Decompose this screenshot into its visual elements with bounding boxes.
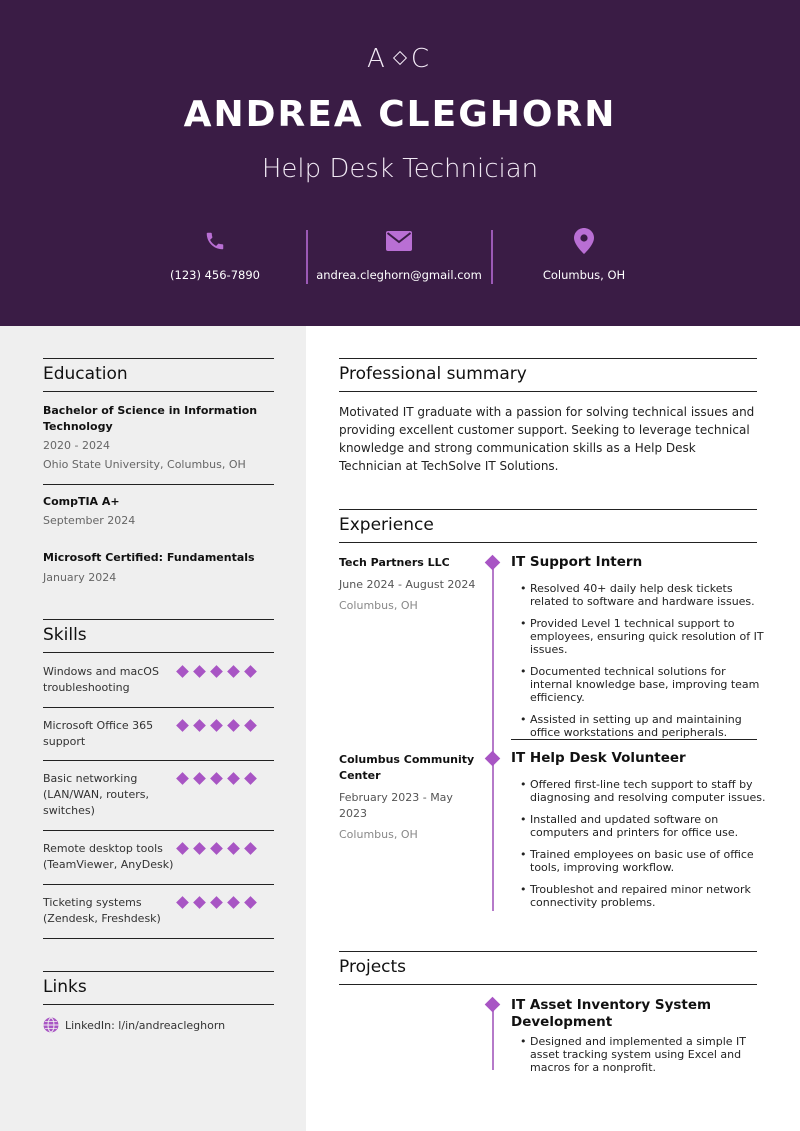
list-item: • Offered first-line tech support to staff by diagnosing and resolving computer issues.: [520, 778, 768, 804]
list-item: • Documented technical solutions for internal knowledge base, improving team efficiency.: [520, 665, 768, 704]
diamond-icon: [193, 842, 206, 855]
job-role: IT Support Intern: [511, 554, 643, 570]
job-company: Tech Partners LLC: [339, 556, 450, 569]
diamond-icon: [176, 665, 189, 678]
contact-divider: [306, 230, 308, 284]
job-location: Columbus, OH: [339, 828, 418, 841]
diamond-icon: [176, 719, 189, 732]
experience-heading: Experience: [339, 509, 757, 543]
diamond-icon: [227, 772, 240, 785]
job-dates: February 2023 - May 2023: [339, 791, 453, 820]
project-bullets: [520, 1035, 768, 1083]
diamond-icon: [244, 842, 257, 855]
candidate-name: ANDREA CLEGHORN: [183, 94, 617, 135]
diamond-icon: [244, 772, 257, 785]
divider: [43, 484, 274, 485]
diamond-icon: [244, 896, 257, 909]
skill-rating: [178, 844, 255, 853]
job-bullets: [520, 582, 768, 748]
phone-icon: [204, 230, 226, 252]
diamond-icon: [227, 842, 240, 855]
skill-rating: [178, 774, 255, 783]
divider: [43, 884, 274, 885]
experience-timeline: [492, 561, 494, 911]
diamond-icon: [176, 772, 189, 785]
project-title: IT Asset Inventory System Development: [511, 997, 712, 1030]
job-dates: June 2024 - August 2024: [339, 578, 476, 591]
envelope-icon: [386, 231, 412, 251]
monogram-diamond-icon: [393, 51, 407, 65]
cert-comptia-date: September 2024: [43, 514, 136, 527]
summary-heading: Professional summary: [339, 358, 757, 392]
divider: [43, 830, 274, 831]
skill-rating: [178, 898, 255, 907]
list-item: • Trained employees on basic use of office tools, improving workflow.: [520, 848, 768, 874]
monogram-right: C: [410, 44, 433, 74]
degree-school: Ohio State University, Columbus, OH: [43, 458, 246, 471]
skill-name: Basic networking (LAN/WAN, routers, switches): [43, 772, 149, 817]
list-item: • Provided Level 1 technical support to employees, ensuring quick resolution of IT issues.: [520, 617, 768, 656]
diamond-icon: [193, 896, 206, 909]
list-item: • Troubleshot and repaired minor network connectivity problems.: [520, 883, 768, 909]
divider: [43, 707, 274, 708]
degree-name: Bachelor of Science in Information Technology: [43, 404, 258, 433]
divider: [43, 760, 274, 761]
phone-text: (123) 456-7890: [170, 268, 260, 282]
diamond-icon: [176, 842, 189, 855]
job-location: Columbus, OH: [339, 599, 418, 612]
cert-microsoft-date: January 2024: [43, 571, 117, 584]
skill-rating: [178, 667, 255, 676]
education-heading: Education: [43, 358, 274, 392]
linkedin-link[interactable]: [43, 1017, 225, 1033]
skill-name: Microsoft Office 365 support: [43, 719, 154, 748]
diamond-icon: [210, 896, 223, 909]
contact-divider: [491, 230, 493, 284]
divider: [511, 739, 757, 740]
skill-name: Ticketing systems (Zendesk, Freshdesk): [43, 896, 161, 925]
cert-comptia: CompTIA A+: [43, 495, 120, 508]
diamond-icon: [193, 665, 206, 678]
globe-icon: [43, 1017, 59, 1033]
skill-name: Windows and macOS troubleshooting: [43, 665, 159, 694]
list-item: • Assisted in setting up and maintaining office workstations and peripherals.: [520, 713, 768, 739]
diamond-icon: [193, 772, 206, 785]
diamond-icon: [227, 719, 240, 732]
diamond-icon: [210, 842, 223, 855]
contact-email: [310, 228, 488, 284]
contact-location: [508, 228, 660, 284]
diamond-icon: [244, 665, 257, 678]
contact-phone: [140, 228, 290, 284]
projects-heading: Projects: [339, 951, 757, 985]
skills-heading: Skills: [43, 619, 274, 653]
diamond-icon: [227, 896, 240, 909]
divider: [43, 938, 274, 939]
list-item: • Resolved 40+ daily help desk tickets related to software and hardware issues.: [520, 582, 768, 608]
summary-text: Motivated IT graduate with a passion for solving technical issues and providing excellent customer support. Seeking to leverage technical knowledge and strong communication skills as a Help Desk Technician at TechSolve IT Solutions.: [339, 405, 755, 473]
diamond-icon: [193, 719, 206, 732]
job-company: Columbus Community Center: [339, 753, 475, 782]
diamond-icon: [244, 719, 257, 732]
cert-microsoft: Microsoft Certified: Fundamentals: [43, 551, 255, 564]
monogram-left: A: [367, 44, 389, 74]
diamond-icon: [210, 719, 223, 732]
linkedin-text[interactable]: LinkedIn: l/in/andreacleghorn: [65, 1018, 226, 1032]
skill-rating: [178, 721, 255, 730]
diamond-icon: [176, 896, 189, 909]
location-text: Columbus, OH: [542, 268, 626, 282]
candidate-title: Help Desk Technician: [261, 154, 539, 184]
diamond-icon: [210, 665, 223, 678]
diamond-icon: [210, 772, 223, 785]
monogram: [0, 44, 800, 74]
job-bullets: [520, 778, 768, 918]
resume-header: [0, 0, 800, 326]
degree-dates: 2020 - 2024: [43, 439, 110, 452]
map-pin-icon: [574, 228, 594, 254]
list-item: • Designed and implemented a simple IT asset tracking system using Excel and macros for a nonprofit.: [520, 1035, 768, 1074]
skill-name: Remote desktop tools (TeamViewer, AnyDesk): [43, 842, 174, 871]
job-role: IT Help Desk Volunteer: [511, 750, 686, 766]
links-heading: Links: [43, 971, 274, 1005]
list-item: • Installed and updated software on computers and printers for office use.: [520, 813, 768, 839]
diamond-icon: [227, 665, 240, 678]
email-text: andrea.cleghorn@gmail.com: [316, 268, 482, 282]
